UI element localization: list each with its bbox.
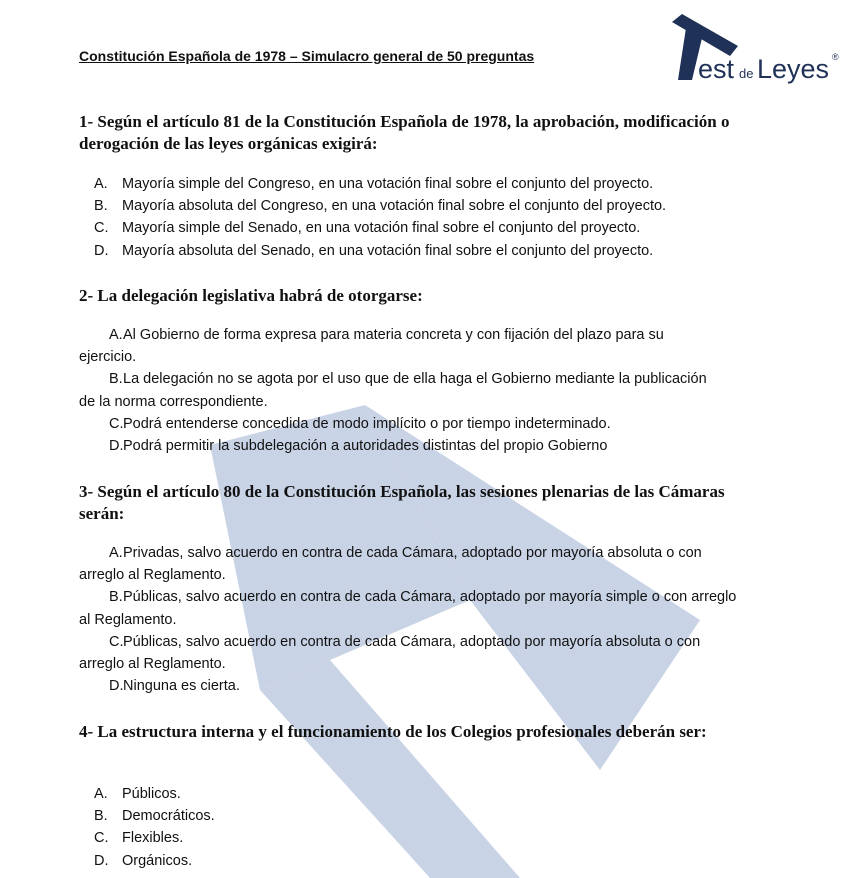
question-1: 1- Según el artículo 81 de la Constitución Española de 1978, la aprobación, modificación o derogación de las leyes orgánicas exigirá: xyxy=(79,112,730,153)
option: B.La delegación no se agota por el uso que de ella haga el Gobierno mediante la publicación de la norma correspondiente. xyxy=(79,371,707,410)
question-2-options xyxy=(79,324,719,457)
question-2: 2- La delegación legislativa habrá de otorgarse: xyxy=(79,286,423,305)
option: D.Podrá permitir la subdelegación a autoridades distintas del propio Gobierno xyxy=(109,438,608,455)
logo-text-est: est xyxy=(698,54,735,84)
question-3-options xyxy=(79,542,739,697)
option: B. Democráticos. xyxy=(94,808,215,825)
option: D. Mayoría absoluta del Senado, en una votación final sobre el conjunto del proyecto. xyxy=(94,242,654,259)
option: C. Mayoría simple del Senado, en una votación final sobre el conjunto del proyecto. xyxy=(94,220,641,237)
logo-text-de: de xyxy=(739,66,754,81)
question-3: 3- Según el artículo 80 de la Constitución Española, las sesiones plenarias de las Cámaras serán: xyxy=(79,482,725,523)
option: C.Públicas, salvo acuerdo en contra de cada Cámara, adoptado por mayoría absoluta o con arreglo al Reglamento. xyxy=(79,633,701,673)
question-4-options xyxy=(79,783,759,872)
option: A.Privadas, salvo acuerdo en contra de cada Cámara, adoptado por mayoría absoluta o con arreglo al Reglamento. xyxy=(79,545,702,584)
option: B. Mayoría absoluta del Congreso, en una votación final sobre el conjunto del proyecto. xyxy=(94,198,667,215)
option: D. Orgánicos. xyxy=(94,852,193,869)
option: C. Flexibles. xyxy=(94,830,184,847)
option: B.Públicas, salvo acuerdo en contra de cada Cámara, adoptado por mayoría simple o con arreglo al Reglamento. xyxy=(79,589,737,628)
question-1-options xyxy=(79,173,759,262)
document-title: Constitución Española de 1978 – Simulacro general de 50 preguntas xyxy=(79,48,535,64)
question-4: 4- La estructura interna y el funcionamiento de los Colegios profesionales deberán ser: xyxy=(79,722,707,741)
gavel-logo-icon xyxy=(646,8,846,92)
logo-text-leyes: Leyes xyxy=(757,54,830,84)
option: C.Podrá entenderse concedida de modo implícito o por tiempo indeterminado. xyxy=(109,415,611,432)
option: A. Públicos. xyxy=(94,786,181,802)
logo-registered-mark: ® xyxy=(832,52,839,62)
testdeleyes-logo xyxy=(646,8,846,92)
option: A.Al Gobierno de forma expresa para materia concreta y con fijación del plazo para su ejercicio. xyxy=(79,327,664,366)
option: D.Ninguna es cierta. xyxy=(109,678,240,695)
option: A. Mayoría simple del Congreso, en una votación final sobre el conjunto del proyecto. xyxy=(94,176,654,192)
